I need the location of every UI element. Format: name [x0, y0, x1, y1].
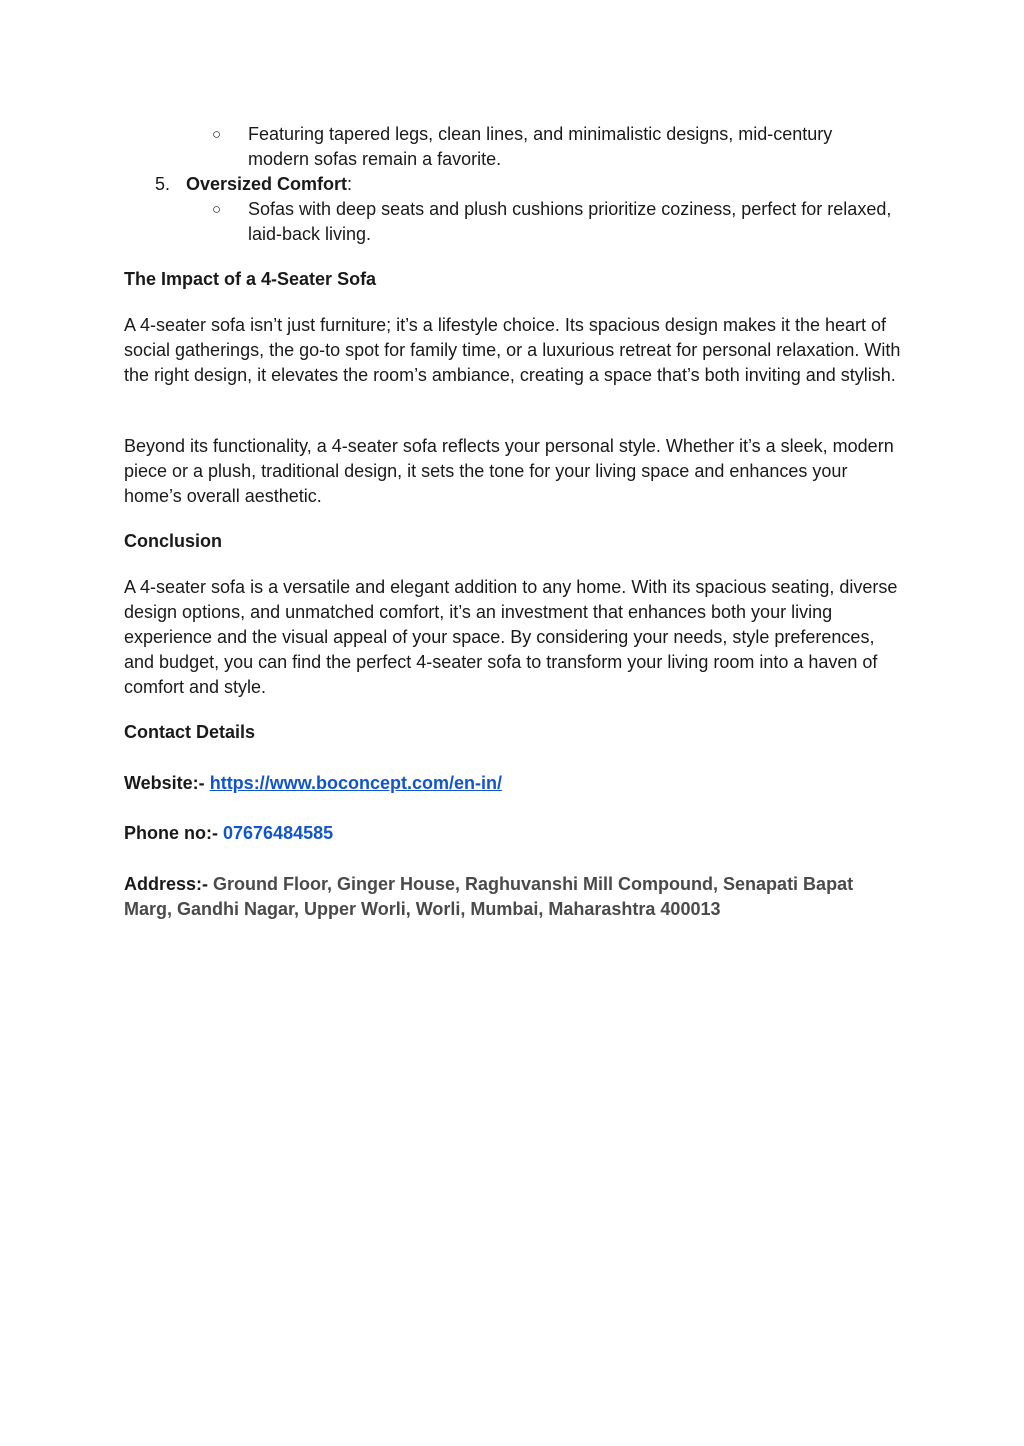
- website-label: Website:-: [124, 773, 205, 793]
- impact-paragraph-2: Beyond its functionality, a 4-seater sofa reflects your personal style. Whether it’s a sleek, modern piece or a plush, traditional design, it sets the tone for your living space and enhances your home’s overall aesthetic.: [124, 436, 894, 506]
- list-item-title: Oversized Comfort: [186, 174, 348, 194]
- address-value: Ground Floor, Ginger House, Raghuvanshi Mill Compound, Senapati Bapat Marg, Gandhi Nagar, Upper Worli, Worli, Mumbai, Maharashtra 400013: [124, 874, 854, 919]
- website-link[interactable]: https://www.boconcept.com/en-in/: [209, 773, 503, 793]
- list-item-number: 5.: [155, 174, 171, 194]
- list-item-colon: :: [347, 174, 353, 194]
- impact-paragraph-1: A 4-seater sofa isn’t just furniture; it’s a lifestyle choice. Its spacious design makes it the heart of social gatherings, the go-to spot for family time, or a luxurious retreat for personal relaxation. With the right design, it elevates the room’s ambiance, creating a space that’s both inviting and stylish.: [124, 315, 901, 385]
- address-label: Address:-: [124, 874, 209, 894]
- list-sub-item-text: Sofas with deep seats and plush cushions prioritize coziness, perfect for relaxed, laid-back living.: [248, 199, 892, 244]
- section-heading-contact: Contact Details: [124, 722, 256, 742]
- contact-website: [124, 771, 904, 796]
- contact-phone: [124, 821, 904, 846]
- list-sub-item-text: Featuring tapered legs, clean lines, and minimalistic designs, mid-century modern sofas remain a favorite.: [248, 124, 833, 169]
- phone-number: 07676484585: [223, 823, 334, 843]
- section-heading-impact: The Impact of a 4-Seater Sofa: [124, 269, 377, 289]
- contact-address: [124, 872, 899, 922]
- hollow-circle-bullet-icon: ○: [212, 201, 222, 218]
- hollow-circle-bullet-icon: ○: [212, 126, 222, 143]
- conclusion-paragraph: A 4-seater sofa is a versatile and elegant addition to any home. With its spacious seating, diverse design options, and unmatched comfort, it’s an investment that enhances both your living experience and the visual appeal of your space. By considering your needs, style preferences, and budget, you can find the perfect 4-seater sofa to transform your living room into a haven of comfort and style.: [124, 577, 898, 697]
- list-item-5: [155, 172, 855, 197]
- phone-label: Phone no:-: [124, 823, 218, 843]
- section-heading-conclusion: Conclusion: [124, 531, 222, 551]
